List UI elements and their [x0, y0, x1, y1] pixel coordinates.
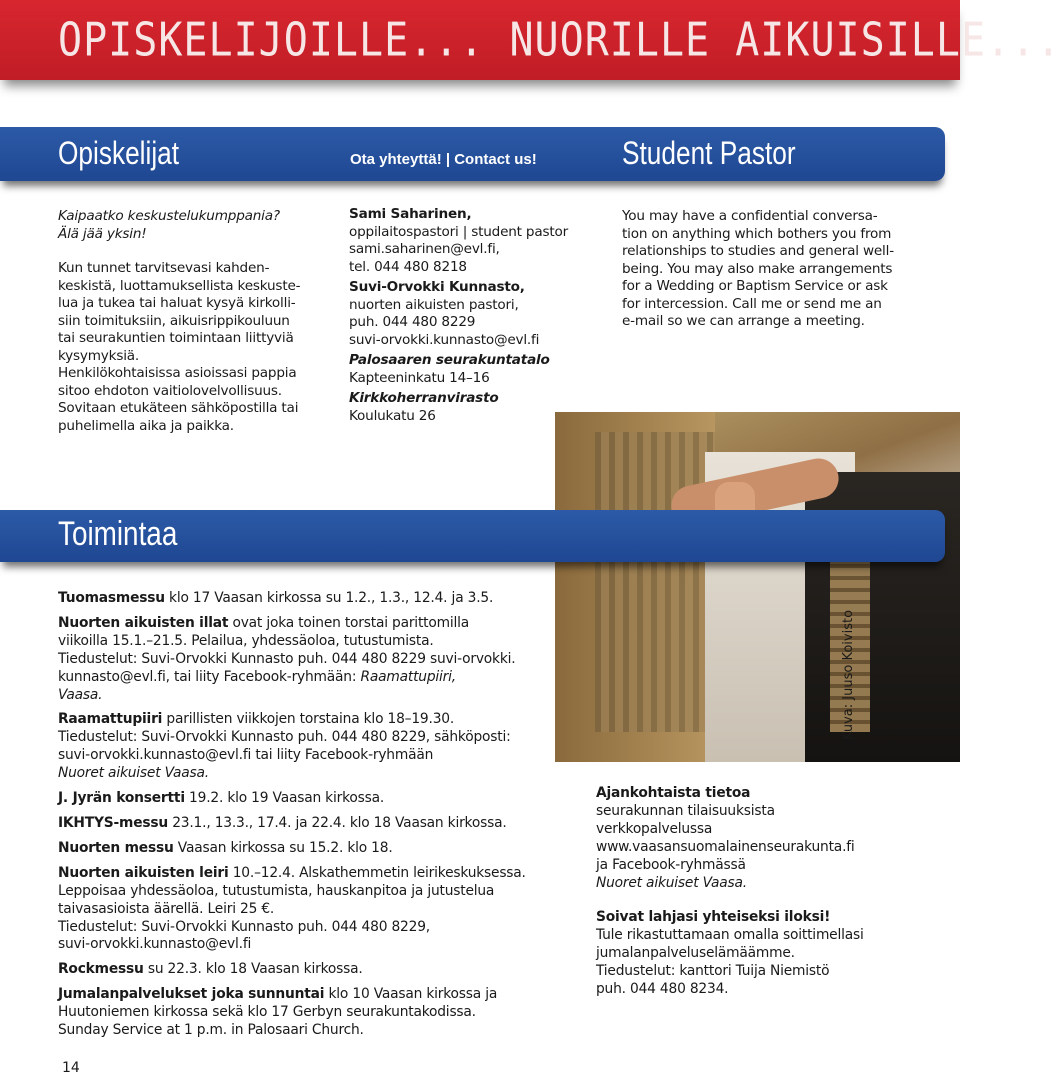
event-item	[58, 815, 558, 833]
event-item	[58, 840, 558, 858]
body-line: Henkilökohtaisissa asioissasi pappia	[58, 365, 297, 381]
pastor-line: being. You may also make arrangements	[622, 260, 893, 277]
activities-heading: Toimintaa	[58, 515, 178, 553]
pastor-line: tion on anything which bothers you from	[622, 225, 892, 242]
event-text: Leppoisaa yhdessäoloa, tutustumista, hauskanpitoa ja jutustelua	[58, 882, 495, 899]
body-line: kysymyksiä.	[58, 347, 140, 364]
place-address: Koulukatu 26	[349, 407, 436, 424]
event-text: klo 10 Vaasan kirkossa ja	[324, 986, 498, 1003]
info-text: verkkopalvelussa	[596, 820, 713, 837]
info-text: Nuoret aikuiset Vaasa.	[596, 874, 747, 891]
student-pastor-heading: Student Pastor	[622, 135, 796, 171]
event-text: ovat joka toinen torstai parittomilla	[228, 614, 469, 631]
pastor-line: relationships to studies and general well-	[622, 243, 894, 259]
info-title: Ajankohtaista tietoa	[596, 785, 751, 801]
event-text: Huutoniemen kirkossa sekä klo 17 Gerbyn seurakuntakodissa.	[58, 1004, 476, 1021]
place-name: Kirkkoherranvirasto	[349, 390, 499, 406]
event-text: Tiedustelut: Suvi-Orvokki Kunnasto puh. 044 480 8229, sähköposti:	[58, 729, 511, 746]
pastor-line: for a Wedding or Baptism Service or ask	[622, 278, 888, 294]
page-number: 14	[62, 1060, 80, 1076]
info-text: ja Facebook-ryhmässä	[596, 856, 746, 873]
event-text: suvi-orvokki.kunnasto@evl.fi	[58, 936, 252, 953]
event-name: J. Jyrän konsertti	[58, 790, 185, 807]
communion-photo	[575, 412, 960, 762]
event-text: Nuoret aikuiset Vaasa.	[58, 765, 209, 782]
event-item	[58, 790, 558, 808]
event-text: parillisten viikkojen torstaina klo 18–19.30.	[162, 711, 455, 728]
pastor-line: You may have a confidential conversa-	[622, 208, 878, 224]
event-item	[58, 711, 558, 729]
body-line: sitoo ehdoton vaitiolovelvollisuus.	[58, 382, 282, 399]
contact-email[interactable]: suvi-orvokki.kunnasto@evl.fi	[349, 331, 540, 348]
pastor-line: e-mail so we can arrange a meeting.	[622, 313, 865, 329]
body-line: tai seurakuntien toimintaan liittyviä	[58, 330, 294, 346]
event-name: Tuomasmessu	[58, 590, 165, 606]
event-name: Rockmessu	[58, 961, 144, 978]
contacts-section	[349, 206, 599, 425]
opiskelijat-heading: Opiskelijat	[58, 135, 180, 171]
info-text: Tule rikastuttamaan omalla soittimellasi	[596, 927, 864, 944]
contact-name: Suvi-Orvokki Kunnasto,	[349, 279, 525, 295]
info-title: Soivat lahjasi yhteiseksi iloksi!	[596, 909, 831, 926]
event-item	[58, 986, 558, 1004]
banner-title: OPISKELIJOILLE... NUORILLE AIKUISILLE...	[58, 14, 1061, 67]
pastor-line: for intercession. Call me or send me an	[622, 295, 882, 312]
event-text: kunnasto@evl.fi, tai liity Facebook-ryhmään:	[58, 668, 361, 685]
event-text: 23.1., 13.3., 17.4. ja 22.4. klo 18 Vaasan kirkossa.	[168, 814, 507, 831]
contact-role: oppilaitospastori | student pastor	[349, 223, 569, 240]
event-text: 19.2. klo 19 Vaasan kirkossa.	[184, 790, 385, 807]
body-line: keskistä, luottamuksellista keskuste-	[58, 277, 301, 294]
events-list	[58, 590, 558, 1040]
body-line: siin toimituksiin, aikuisrippikouluun	[58, 312, 290, 329]
intro-line: Älä jää yksin!	[58, 225, 147, 242]
event-text: 10.–12.4. Alskathemmetin leirikeskuksessa.	[228, 864, 526, 881]
body-line: Sovitaan etukäteen sähköpostilla tai	[58, 400, 299, 416]
place-name: Palosaaren seurakuntatalo	[349, 352, 550, 368]
info-text: jumalanpalveluselämäämme.	[596, 945, 795, 962]
contact-phone: puh. 044 480 8229	[349, 314, 476, 330]
contact-name: Sami Saharinen,	[349, 206, 472, 222]
event-item	[58, 865, 558, 883]
contact-email[interactable]: sami.saharinen@evl.fi,	[349, 241, 500, 257]
pastor-section	[622, 208, 942, 331]
photo-credit: Kuva: Juuso Koivisto	[841, 609, 856, 740]
body-line: Kun tunnet tarvitsevasi kahden-	[58, 260, 270, 276]
event-text: viikoilla 15.1.–21.5. Pelailua, yhdessäoloa, tutustumista.	[58, 632, 434, 649]
event-text: su 22.3. klo 18 Vaasan kirkossa.	[143, 961, 363, 978]
contact-heading: Ota yhteyttä! | Contact us!	[350, 151, 537, 168]
body-line: lua ja tukea tai haluat kysyä kirkolli-	[58, 295, 296, 311]
event-name: Nuorten aikuisten leiri	[58, 864, 229, 881]
event-text: Vaasa.	[58, 686, 103, 703]
students-section	[58, 208, 328, 435]
website-link[interactable]: www.vaasansuomalainenseurakunta.fi	[596, 838, 855, 855]
event-name: IKHTYS-messu	[58, 814, 169, 831]
info-sidebar	[596, 785, 936, 999]
info-text: Tiedustelut: kanttori Tuija Niemistö	[596, 963, 830, 980]
event-item	[58, 961, 558, 979]
event-name: Raamattupiiri	[58, 711, 163, 728]
event-item	[58, 590, 558, 608]
event-name: Jumalanpalvelukset joka sunnuntai	[58, 986, 325, 1003]
place-address: Kapteeninkatu 14–16	[349, 369, 490, 386]
event-text: Raamattupiiri,	[360, 668, 456, 685]
event-text: taivasasioista äärellä. Leiri 25 €.	[58, 900, 275, 917]
contact-role: nuorten aikuisten pastori,	[349, 296, 519, 313]
event-item	[58, 615, 558, 633]
event-text: suvi-orvokki.kunnasto@evl.fi tai liity Facebook-ryhmään	[58, 747, 434, 764]
event-name: Nuorten aikuisten illat	[58, 614, 229, 631]
info-text: puh. 044 480 8234.	[596, 981, 729, 998]
info-text: seurakunnan tilaisuuksista	[596, 802, 775, 819]
event-name: Nuorten messu	[58, 839, 174, 856]
intro-line: Kaipaatko keskustelukumppania?	[58, 208, 280, 224]
event-text: Tiedustelut: Suvi-Orvokki Kunnasto puh. 044 480 8229 suvi-orvokki.	[58, 650, 516, 667]
event-text: Tiedustelut: Suvi-Orvokki Kunnasto puh. 044 480 8229,	[58, 918, 430, 935]
body-line: puhelimella aika ja paikka.	[58, 417, 234, 434]
event-text: Sunday Service at 1 p.m. in Palosaari Church.	[58, 1022, 364, 1039]
contact-phone: tel. 044 480 8218	[349, 258, 467, 275]
event-text: Vaasan kirkossa su 15.2. klo 18.	[173, 839, 393, 856]
event-text: klo 17 Vaasan kirkossa su 1.2., 1.3., 12.4. ja 3.5.	[164, 590, 494, 606]
